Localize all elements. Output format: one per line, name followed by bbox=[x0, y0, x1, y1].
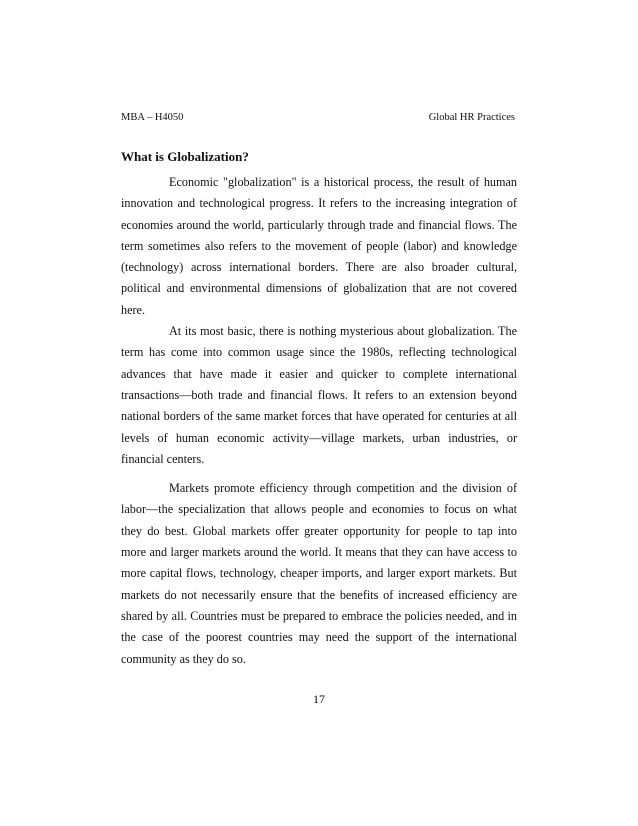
page-number: 17 bbox=[313, 692, 325, 706]
body-text bbox=[121, 172, 517, 670]
paragraph-3: Markets promote efficiency through competition and the division of labor—the specialization that allows people and economies to focus on what they do best. Global markets offer greater opportunity for people to tap into more and larger markets around the world. It means that they can have access to more capital flows, technology, cheaper imports, and larger export markets. But markets do not necessarily ensure that the benefits of increased efficiency are shared by all. Countries must be prepared to embrace the policies needed, and in the case of the poorest countries may need the support of the international community as they do so. bbox=[121, 481, 517, 666]
paragraph-1: Economic "globalization" is a historical process, the result of human innovation and technological progress. It refers to the increasing integration of economies around the world, particularly through trade and financial flows. The term sometimes also refers to the movement of people (labor) and knowledge (technology) across international borders. There are also broader cultural, political and environmental dimensions of globalization that are not covered here. bbox=[121, 175, 517, 317]
header-course-code: MBA – H4050 bbox=[121, 112, 184, 123]
section-heading: What is Globalization? bbox=[121, 149, 249, 164]
paragraph-2: At its most basic, there is nothing mysterious about globalization. The term has come into common usage since the 1980s, reflecting technological advances that have made it easier and quicker to complete international transactions—both trade and financial flows. It refers to an extension beyond national borders of the same market forces that have operated for centuries at all levels of human economic activity—village markets, urban industries, or financial centers. bbox=[121, 324, 517, 466]
running-header bbox=[121, 111, 515, 125]
header-course-title: Global HR Practices bbox=[428, 112, 515, 123]
